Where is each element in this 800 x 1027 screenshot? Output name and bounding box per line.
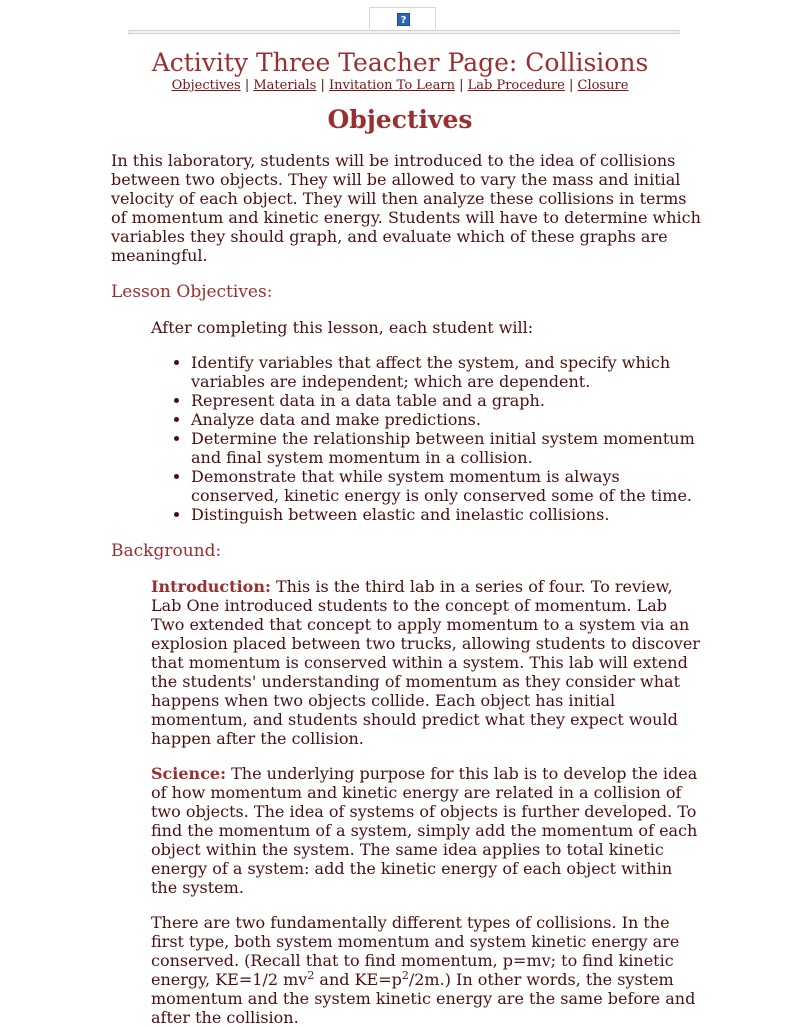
horizontal-rule (128, 30, 680, 34)
list-item: • Demonstrate that while system momentum is always conserved, kinetic energy is only conserved some of the time. (191, 467, 701, 505)
header-area (0, 0, 800, 40)
page-title: Activity Three Teacher Page: Collisions (151, 48, 649, 77)
section-nav (0, 78, 800, 94)
lesson-objectives-lead: After completing this lesson, each student will: (151, 318, 534, 337)
superscript: 2 (307, 969, 315, 982)
nav-separator: | (459, 78, 464, 93)
list-item: • Distinguish between elastic and inelastic collisions. (191, 505, 701, 524)
superscript: 2 (401, 969, 409, 982)
broken-image-question-icon: ? (397, 13, 410, 26)
nav-separator: | (244, 78, 250, 93)
list-item: • Represent data in a data table and a graph. (191, 391, 701, 410)
science-paragraph (151, 764, 701, 897)
nav-link-invitation-to-learn[interactable]: Invitation To Learn (328, 78, 455, 93)
collision-types-text-2: and KE=p (314, 970, 402, 989)
lesson-objectives-list (111, 353, 701, 524)
background-heading: Background: (111, 541, 222, 561)
science-text: The underlying purpose for this lab is to develop the idea of how momentum and kinetic energy are related in a collision of two objects. The idea of systems of objects is further developed. To find the momentum of a system, simply add the momentum of each object within the system. The same idea applies to total kinetic energy of a system: add the kinetic energy of each object within the system. (151, 764, 698, 897)
introduction-paragraph (151, 577, 701, 748)
introduction-text: This is the third lab in a series of four. To review, Lab One introduced students to the concept of momentum. Lab Two extended that concept to apply momentum to a system via an explosion placed between two trucks, allowing students to discover that momentum is conserved within a system. This lab will extend the students' understanding of momentum as they consider what happens when two objects collide. Each object has initial momentum, and students should predict what they expect would happen after the collision. (151, 577, 700, 748)
collision-types-text-3: /2m.) In other words, the system momentum and the system kinetic energy are the same before and after the collision. (151, 970, 696, 1027)
list-item: • Identify variables that affect the system, and specify which variables are independent; which are dependent. (191, 353, 701, 391)
nav-link-materials[interactable]: Materials (253, 78, 317, 93)
nav-link-closure[interactable]: Closure (577, 78, 629, 93)
nav-separator: | (320, 78, 325, 93)
nav-separator: | (568, 78, 574, 93)
main-content (111, 151, 701, 1027)
collision-types-text-1: There are two fundamentally different types of collisions. In the first type, both system momentum and system kinetic energy are conserved. (Recall that to find momentum, p=mv; to find kinetic energy, KE=1/2 mv (151, 913, 680, 989)
list-item: • Analyze data and make predictions. (191, 410, 701, 429)
list-item: • Determine the relationship between initial system momentum and final system momentum in a collision. (191, 429, 701, 467)
lesson-objectives-heading: Lesson Objectives: (111, 282, 273, 302)
science-label: Science: (151, 764, 227, 783)
objectives-intro: In this laboratory, students will be introduced to the idea of collisions between two objects. They will be allowed to vary the mass and initial velocity of each object. They will then analyze these collisions in terms of momentum and kinetic energy. Students will have to determine which variables they should graph, and evaluate which of these graphs are meaningful. (111, 151, 701, 265)
nav-link-lab-procedure[interactable]: Lab Procedure (467, 78, 565, 93)
objectives-heading: Objectives (327, 105, 473, 134)
introduction-label: Introduction: (151, 577, 271, 596)
header-image-placeholder[interactable] (369, 7, 436, 29)
nav-link-objectives[interactable]: Objectives (171, 78, 241, 93)
collision-types-paragraph (151, 913, 701, 1027)
